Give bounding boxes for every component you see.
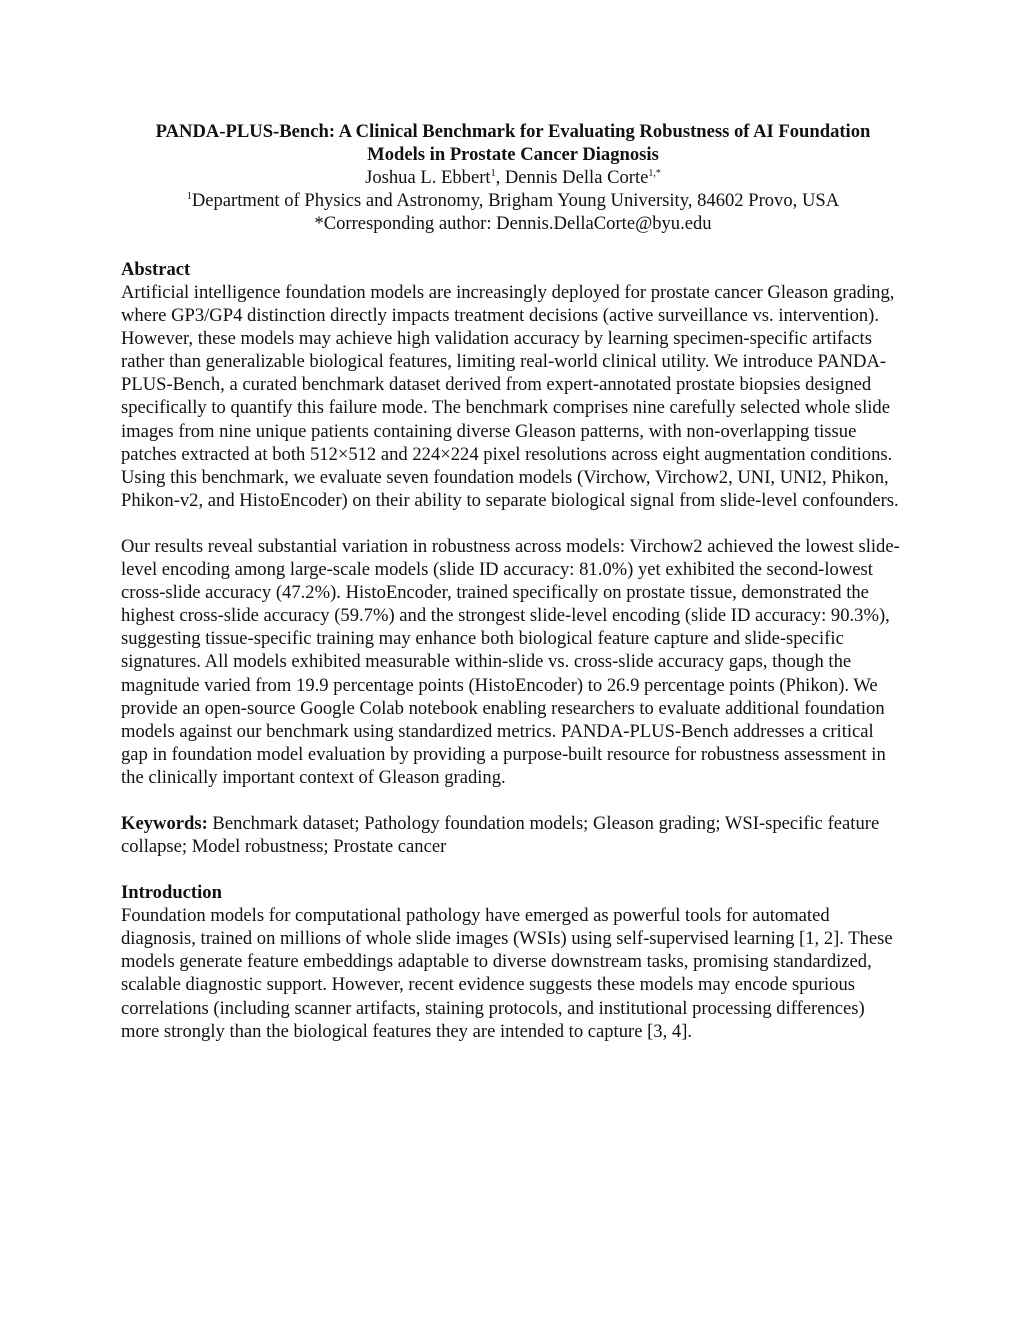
author-affiliation-marker: 1,* [648, 168, 661, 179]
keywords-text: Benchmark dataset; Pathology foundation models; Gleason grading; WSI-specific feature collapse; Model robustness; Prostate cancer [121, 812, 880, 858]
paper-title-line1: PANDA-PLUS-Bench: A Clinical Benchmark for Evaluating Robustness of AI Foundation [155, 121, 871, 142]
paper-page [121, 120, 905, 1043]
affiliation [121, 189, 905, 212]
affiliation-text: Department of Physics and Astronomy, Brigham Young University, 84602 Provo, USA [191, 190, 840, 211]
keywords [121, 812, 905, 858]
author-name: Joshua L. Ebbert [365, 167, 491, 188]
abstract-paragraph-2: Our results reveal substantial variation in robustness across models: Virchow2 achieved the lowest slide-level encoding among large-scale models (slide ID accuracy: 81.0%) yet exhibited the second-lowest cross-slide accuracy (47.2%). HistoEncoder, trained specifically on prostate tissue, demonstrated the highest cross-slide accuracy (59.7%) and the strongest slide-level encoding (slide ID accuracy: 90.3%), suggesting tissue-specific training may enhance both biological feature capture and slide-specific signatures. All models exhibited measurable within-slide vs. cross-slide accuracy gaps, though the magnitude varied from 19.9 percentage points (HistoEncoder) to 26.9 percentage points (Phikon). We provide an open-source Google Colab notebook enabling researchers to evaluate additional foundation models against our benchmark using standardized metrics. PANDA-PLUS-Bench addresses a critical gap in foundation model evaluation by providing a purpose-built resource for robustness assessment in the clinically important context of Gleason grading. [121, 535, 900, 788]
keywords-label: Keywords: [121, 812, 208, 834]
author-separator: , [495, 167, 505, 188]
introduction-paragraph-1: Foundation models for computational pathology have emerged as powerful tools for automated diagnosis, trained on millions of whole slide images (WSIs) using self-supervised learning [1, 2]. These models generate feature embeddings adaptable to diverse downstream tasks, promising standardized, scalable diagnostic support. However, recent evidence suggests these models may encode spurious correlations (including scanner artifacts, staining protocols, and institutional processing differences) more strongly than the biological features they are intended to capture [3, 4]. [121, 905, 893, 1042]
author-affiliation-marker: 1 [490, 168, 496, 179]
corresponding-author: *Corresponding author: Dennis.DellaCorte@byu.edu [314, 213, 712, 234]
abstract-paragraph-1: Artificial intelligence foundation models are increasingly deployed for prostate cancer Gleason grading, where GP3/GP4 distinction directly impacts treatment decisions (active surveillance vs. intervention). However, these models may achieve high validation accuracy by learning specimen-specific artifacts rather than generalizable biological features, limiting real-world clinical utility. We introduce PANDA-PLUS-Bench, a curated benchmark dataset derived from expert-annotated prostate biopsies designed specifically to quantify this failure mode. The benchmark comprises nine carefully selected whole slide images from nine unique patients containing diverse Gleason patterns, with non-overlapping tissue patches extracted at both 512×512 and 224×224 pixel resolutions across eight augmentation conditions. Using this benchmark, we evaluate seven foundation models (Virchow, Virchow2, UNI, UNI2, Phikon, Phikon-v2, and HistoEncoder) on their ability to separate biological signal from slide-level confounders. [121, 282, 899, 511]
paper-title [121, 120, 905, 166]
author-list [121, 166, 905, 189]
affiliation-marker: 1 [186, 191, 192, 202]
abstract-heading: Abstract [121, 259, 191, 280]
paper-title-line2: Models in Prostate Cancer Diagnosis [367, 144, 659, 165]
author-name: Dennis Della Corte [504, 167, 649, 188]
introduction-heading: Introduction [121, 882, 222, 904]
